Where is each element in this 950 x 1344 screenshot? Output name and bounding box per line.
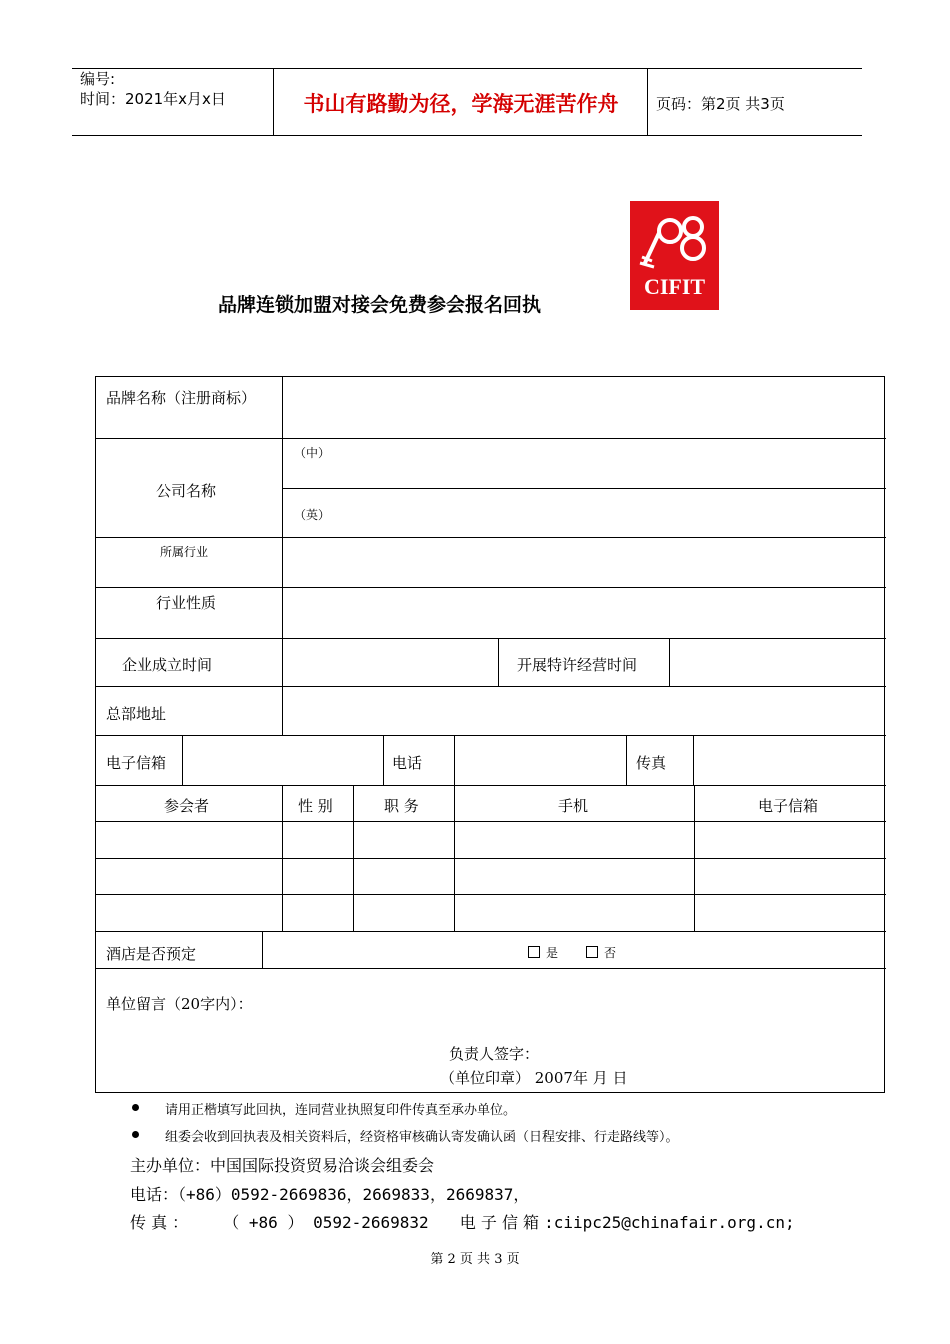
header-divider-right <box>647 68 648 136</box>
phone-numbers: （+86）0592-2669836，2669833，2669837， <box>178 1185 530 1204</box>
registration-form <box>95 376 885 1093</box>
col-mobile: 手机 <box>558 797 589 815</box>
email-address[interactable]: :ciipc25@chinafair.org.cn; <box>544 1213 795 1232</box>
bullet-icon <box>132 1104 139 1111</box>
industry-label: 所属行业 <box>160 545 209 559</box>
bullet-icon <box>132 1131 139 1138</box>
brand-name-label: 品牌名称（注册商标） <box>106 389 257 407</box>
note-1: 请用正楷填写此回执，连同营业执照复印件传真至承办单位。 <box>165 1103 517 1118</box>
header-bottom-rule <box>72 135 862 136</box>
signature-label: 负责人签字： <box>449 1045 540 1063</box>
organizer: 主办单位：中国国际投资贸易洽谈会组委会 <box>130 1156 435 1175</box>
hotel-label: 酒店是否预定 <box>106 945 197 963</box>
note-2: 组委会收到回执表及相关资料后，经资格审核确认寄发确认函（日程安排、行走路线等）。 <box>165 1130 679 1145</box>
seal-date-label: （单位印章） 2007年 月 日 <box>440 1069 628 1087</box>
hotel-no-option[interactable]: 否 <box>586 944 616 961</box>
hq-address-label: 总部地址 <box>106 705 167 723</box>
document-date: 时间：2021年x月x日 <box>80 90 226 108</box>
form-title: 品牌连锁加盟对接会免费参会报名回执 <box>218 294 542 316</box>
phone-line-label: 电话： <box>130 1185 179 1204</box>
email-label: 电子信箱 <box>106 754 167 772</box>
fax-line-label: 传 真 ： <box>130 1213 189 1232</box>
header-motto: 书山有路勤为径，学海无涯苦作舟 <box>303 91 619 116</box>
message-label: 单位留言（20字内）： <box>106 995 253 1013</box>
franchise-time-label: 开展特许经营时间 <box>517 656 638 674</box>
col-email: 电子信箱 <box>758 797 819 815</box>
company-name-cn-field[interactable]: （中） <box>294 446 331 460</box>
fax-line <box>130 1210 795 1233</box>
header-page-info: 页码：第2页 共3页 <box>656 95 785 113</box>
phone-label: 电话 <box>392 754 423 772</box>
phone-line <box>130 1182 529 1205</box>
logo-text: CIFIT <box>643 274 706 299</box>
col-attendee: 参会者 <box>164 797 210 815</box>
header-top-rule <box>72 68 862 69</box>
hotel-yes-option[interactable]: 是 <box>528 944 558 961</box>
checkbox-icon <box>528 946 540 958</box>
col-position: 职 务 <box>384 797 419 815</box>
company-name-label: 公司名称 <box>156 482 217 500</box>
fax-label: 传真 <box>636 754 667 772</box>
document-number: 编号: <box>80 70 116 88</box>
company-name-en-field[interactable]: （英） <box>294 508 331 522</box>
page-footer: 第 2 页 共 3 页 <box>430 1252 520 1267</box>
checkbox-icon <box>586 946 598 958</box>
founded-label: 企业成立时间 <box>122 656 213 674</box>
email-line-label: 电 子 信 箱 <box>459 1213 540 1232</box>
fax-number: （ +86 ） 0592-2669832 <box>223 1213 429 1232</box>
cifit-logo <box>630 201 719 310</box>
header-divider-left <box>273 68 274 136</box>
industry-nature-label: 行业性质 <box>156 594 217 612</box>
col-gender: 性 别 <box>298 797 333 815</box>
